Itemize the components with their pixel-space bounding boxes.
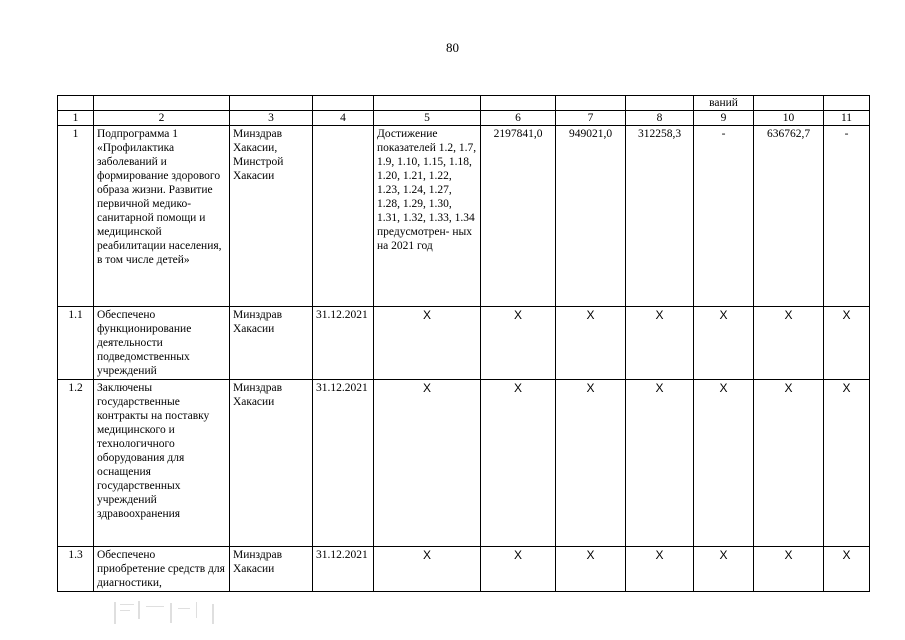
column-number: 11 bbox=[824, 111, 870, 126]
row-executor: Минздрав Хакасии bbox=[230, 307, 313, 380]
row-value-8: X bbox=[626, 380, 694, 547]
header-continuation-row bbox=[58, 96, 870, 111]
column-number: 7 bbox=[556, 111, 626, 126]
row-value-9: - bbox=[694, 126, 754, 307]
row-executor: Минздрав Хакасии bbox=[230, 547, 313, 592]
row-value-9: X bbox=[694, 380, 754, 547]
row-value-9: X bbox=[694, 547, 754, 592]
row-value-10: X bbox=[754, 380, 824, 547]
row-result: X bbox=[374, 547, 481, 592]
row-number: 1.3 bbox=[58, 547, 94, 592]
row-value-6: X bbox=[481, 547, 556, 592]
row-value-11: - bbox=[824, 126, 870, 307]
row-number: 1.1 bbox=[58, 307, 94, 380]
row-number: 1.2 bbox=[58, 380, 94, 547]
row-value-7: 949021,0 bbox=[556, 126, 626, 307]
column-number: 9 bbox=[694, 111, 754, 126]
row-value-7: X bbox=[556, 547, 626, 592]
row-value-8: X bbox=[626, 547, 694, 592]
row-result: X bbox=[374, 307, 481, 380]
column-number: 2 bbox=[94, 111, 230, 126]
row-value-10: X bbox=[754, 307, 824, 380]
row-executor: Минздрав Хакасии bbox=[230, 380, 313, 547]
table-row bbox=[58, 547, 870, 592]
table-row bbox=[58, 126, 870, 307]
column-number: 5 bbox=[374, 111, 481, 126]
column-number: 3 bbox=[230, 111, 313, 126]
row-value-6: X bbox=[481, 307, 556, 380]
row-result: X bbox=[374, 380, 481, 547]
row-executor: Минздрав Хакасии, Минстрой Хакасии bbox=[230, 126, 313, 307]
column-number: 8 bbox=[626, 111, 694, 126]
row-value-7: X bbox=[556, 380, 626, 547]
row-value-11: X bbox=[824, 380, 870, 547]
table-row bbox=[58, 380, 870, 547]
row-date: 31.12.2021 bbox=[313, 307, 374, 380]
row-value-9: X bbox=[694, 307, 754, 380]
column-numbers-row bbox=[58, 111, 870, 126]
program-table bbox=[57, 95, 870, 592]
row-date: 31.12.2021 bbox=[313, 547, 374, 592]
row-value-8: 312258,3 bbox=[626, 126, 694, 307]
column-number: 1 bbox=[58, 111, 94, 126]
row-name: Подпрограмма 1 «Профилактика заболеваний и формирование здорового образа жизни. Развитие первичной медико- санитарной помощи и медицинской реабилитации населения, в том числе детей» bbox=[94, 126, 230, 307]
header-partial-word: ваний bbox=[694, 96, 754, 111]
row-name: Заключены государственные контракты на поставку медицинского и технологичного оборудования для оснащения государственных учреждений здравоохранения bbox=[94, 380, 230, 547]
column-number: 4 bbox=[313, 111, 374, 126]
row-result: Достижение показателей 1.2, 1.7, 1.9, 1.10, 1.15, 1.18, 1.20, 1.21, 1.22, 1.23, 1.24, 1.27, 1.28, 1.29, 1.30, 1.31, 1.32, 1.33, 1.34 предусмотрен- ных на 2021 год bbox=[374, 126, 481, 307]
column-number: 10 bbox=[754, 111, 824, 126]
page-number: 80 bbox=[446, 40, 459, 55]
row-value-10: 636762,7 bbox=[754, 126, 824, 307]
row-value-6: 2197841,0 bbox=[481, 126, 556, 307]
row-value-10: X bbox=[754, 547, 824, 592]
table-row bbox=[58, 307, 870, 380]
row-value-11: X bbox=[824, 307, 870, 380]
row-number: 1 bbox=[58, 126, 94, 307]
row-value-6: X bbox=[481, 380, 556, 547]
row-value-7: X bbox=[556, 307, 626, 380]
row-value-8: X bbox=[626, 307, 694, 380]
row-date: 31.12.2021 bbox=[313, 380, 374, 547]
column-number: 6 bbox=[481, 111, 556, 126]
faint-stamp-mark bbox=[112, 598, 232, 628]
row-name: Обеспечено приобретение средств для диагностики, bbox=[94, 547, 230, 592]
row-name: Обеспечено функционирование деятельности подведомственных учреждений bbox=[94, 307, 230, 380]
row-date bbox=[313, 126, 374, 307]
row-value-11: X bbox=[824, 547, 870, 592]
